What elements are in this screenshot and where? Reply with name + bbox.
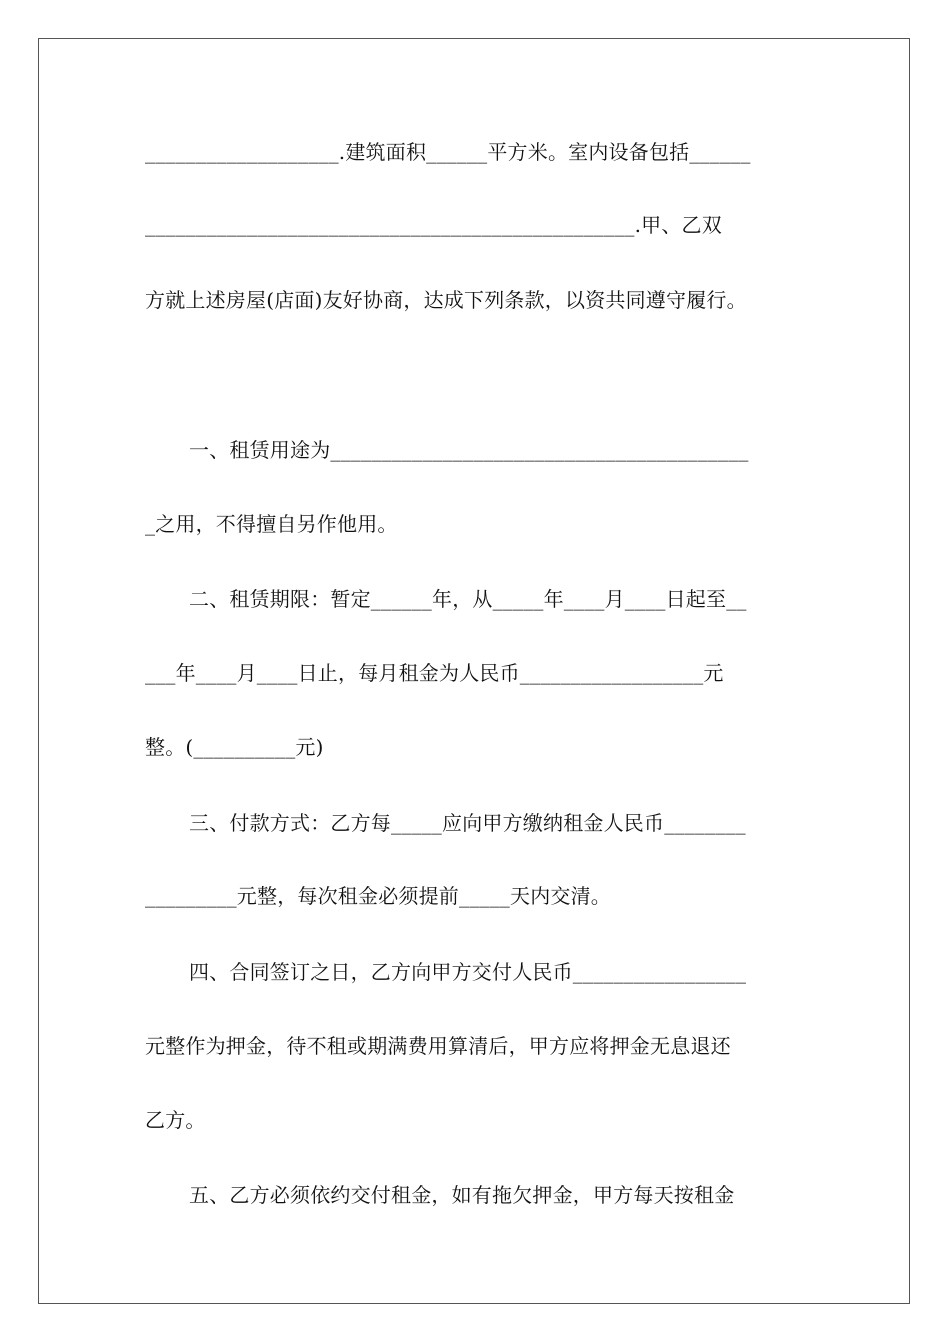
clause-2-line-3: 整。(__________元) bbox=[145, 735, 324, 759]
clause-5-line-1: 五、乙方必须依约交付租金，如有拖欠押金，甲方每天按租金 bbox=[189, 1183, 735, 1207]
clause-1-line-2: _之用，不得擅自另作他用。 bbox=[145, 512, 398, 536]
text-line-1: ___________________.建筑面积______平方米。室内设备包括______ bbox=[145, 140, 751, 164]
clause-4-line-2: 元整作为押金，待不租或期满费用算清后，甲方应将押金无息退还 bbox=[145, 1034, 731, 1058]
clause-4-line-3: 乙方。 bbox=[145, 1108, 206, 1132]
clause-2-line-1: 二、租赁期限：暂定______年，从_____年____月____日起至__ bbox=[189, 587, 747, 611]
text-line-2: ________________________________________________.甲、乙双 bbox=[145, 213, 722, 237]
clause-1-line-1: 一、租赁用途为_________________________________________ bbox=[189, 438, 749, 462]
clause-4-line-1: 四、合同签订之日，乙方向甲方交付人民币_________________ bbox=[189, 960, 747, 984]
clause-3-line-2: _________元整，每次租金必须提前_____天内交清。 bbox=[145, 884, 611, 908]
clause-3-line-1: 三、付款方式：乙方每_____应向甲方缴纳租金人民币________ bbox=[189, 811, 746, 835]
text-line-3: 方就上述房屋(店面)友好协商，达成下列条款，以资共同遵守履行。 bbox=[145, 288, 747, 312]
clause-2-line-2: ___年____月____日止，每月租金为人民币__________________元 bbox=[145, 661, 724, 685]
